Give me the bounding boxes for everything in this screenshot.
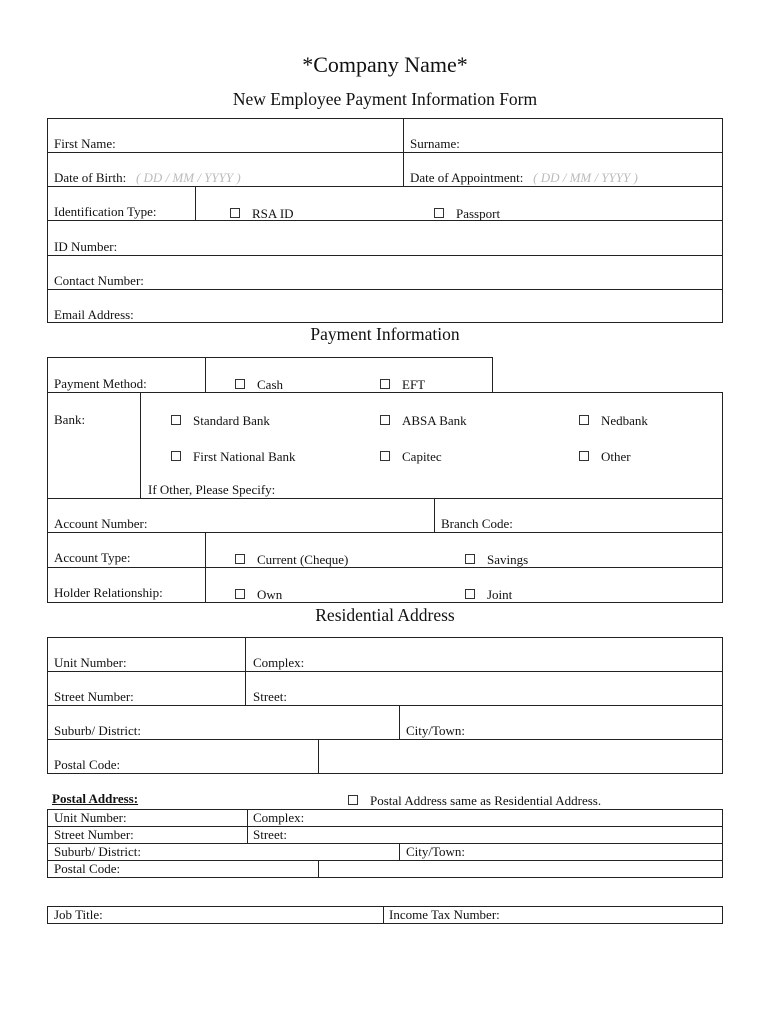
appointment-field[interactable]: ( DD / MM / YYYY ) <box>533 170 638 185</box>
dob-label-text: Date of Birth: <box>54 170 127 185</box>
res-street-label: Street: <box>253 689 287 704</box>
current-label: Current (Cheque) <box>257 552 349 567</box>
other-specify-label: If Other, Please Specify: <box>148 482 276 497</box>
appointment-label <box>410 170 638 186</box>
branch-code-label: Branch Code: <box>441 516 513 531</box>
postal-complex-label: Complex: <box>253 810 305 825</box>
income-tax-label: Income Tax Number: <box>389 907 500 922</box>
bank-label: Bank: <box>54 412 86 427</box>
res-street-number-label: Street Number: <box>54 689 134 704</box>
absa-bank-checkbox[interactable] <box>380 415 390 425</box>
cash-option[interactable] <box>235 377 283 393</box>
id-type-label: Identification Type: <box>54 204 157 219</box>
dob-field[interactable]: ( DD / MM / YYYY ) <box>135 170 241 185</box>
first-name-label: First Name: <box>54 136 116 151</box>
payment-method-label: Payment Method: <box>54 376 147 391</box>
fnb-label: First National Bank <box>193 449 296 464</box>
appointment-label-text: Date of Appointment: <box>410 170 524 185</box>
joint-label: Joint <box>487 587 513 602</box>
eft-option[interactable] <box>380 377 425 393</box>
postal-street-label: Street: <box>253 827 287 842</box>
postal-unit-label: Unit Number: <box>54 810 127 825</box>
passport-option[interactable] <box>434 206 500 222</box>
postal-city-label: City/Town: <box>406 844 466 859</box>
standard-bank-checkbox[interactable] <box>171 415 181 425</box>
passport-checkbox[interactable] <box>434 208 444 218</box>
own-label: Own <box>257 587 283 602</box>
current-option[interactable] <box>235 552 348 568</box>
savings-option[interactable] <box>465 552 528 568</box>
dob-label <box>54 170 241 186</box>
rsa-id-option[interactable] <box>230 206 294 222</box>
res-city-label: City/Town: <box>406 723 466 738</box>
capitec-checkbox[interactable] <box>380 451 390 461</box>
postal-code-label: Postal Code: <box>54 861 121 876</box>
cash-checkbox[interactable] <box>235 379 245 389</box>
bank-option-standard[interactable] <box>171 413 270 429</box>
joint-option[interactable] <box>465 587 512 603</box>
fnb-checkbox[interactable] <box>171 451 181 461</box>
other-bank-checkbox[interactable] <box>579 451 589 461</box>
nedbank-label: Nedbank <box>601 413 648 428</box>
own-checkbox[interactable] <box>235 589 245 599</box>
own-option[interactable] <box>235 587 282 603</box>
postal-street-number-label: Street Number: <box>54 827 134 842</box>
email-label: Email Address: <box>54 307 134 322</box>
same-as-residential-option[interactable] <box>348 793 601 809</box>
absa-bank-label: ABSA Bank <box>402 413 467 428</box>
same-as-residential-checkbox[interactable] <box>348 795 358 805</box>
res-suburb-label: Suburb/ District: <box>54 723 142 738</box>
account-number-label: Account Number: <box>54 516 148 531</box>
postal-suburb-label: Suburb/ District: <box>54 844 142 859</box>
bank-option-nedbank[interactable] <box>579 413 648 429</box>
contact-number-label: Contact Number: <box>54 273 144 288</box>
bank-option-absa[interactable] <box>380 413 467 429</box>
rsa-id-checkbox[interactable] <box>230 208 240 218</box>
rsa-id-label: RSA ID <box>252 206 294 221</box>
form-title: New Employee Payment Information Form <box>232 89 538 109</box>
surname-label: Surname: <box>410 136 460 151</box>
res-unit-label: Unit Number: <box>54 655 127 670</box>
savings-checkbox[interactable] <box>465 554 475 564</box>
residential-heading: Residential Address <box>315 605 455 625</box>
other-bank-label: Other <box>601 449 631 464</box>
savings-label: Savings <box>487 552 529 567</box>
joint-checkbox[interactable] <box>465 589 475 599</box>
eft-label: EFT <box>402 377 426 392</box>
postal-heading: Postal Address: <box>52 791 139 806</box>
bank-option-capitec[interactable] <box>380 449 442 465</box>
id-number-label: ID Number: <box>54 239 118 254</box>
job-title-label: Job Title: <box>54 907 103 922</box>
company-name: *Company Name* <box>302 52 468 77</box>
bank-option-other[interactable] <box>579 449 631 465</box>
nedbank-checkbox[interactable] <box>579 415 589 425</box>
res-complex-label: Complex: <box>253 655 305 670</box>
cash-label: Cash <box>257 377 283 392</box>
passport-label: Passport <box>456 206 501 221</box>
res-postal-code-label: Postal Code: <box>54 757 121 772</box>
eft-checkbox[interactable] <box>380 379 390 389</box>
capitec-label: Capitec <box>402 449 442 464</box>
account-type-label: Account Type: <box>54 550 131 565</box>
same-as-residential-label: Postal Address same as Residential Address. <box>370 793 602 808</box>
bank-option-fnb[interactable] <box>171 449 296 465</box>
holder-relationship-label: Holder Relationship: <box>54 585 163 600</box>
standard-bank-label: Standard Bank <box>193 413 270 428</box>
current-checkbox[interactable] <box>235 554 245 564</box>
payment-heading: Payment Information <box>310 324 460 344</box>
